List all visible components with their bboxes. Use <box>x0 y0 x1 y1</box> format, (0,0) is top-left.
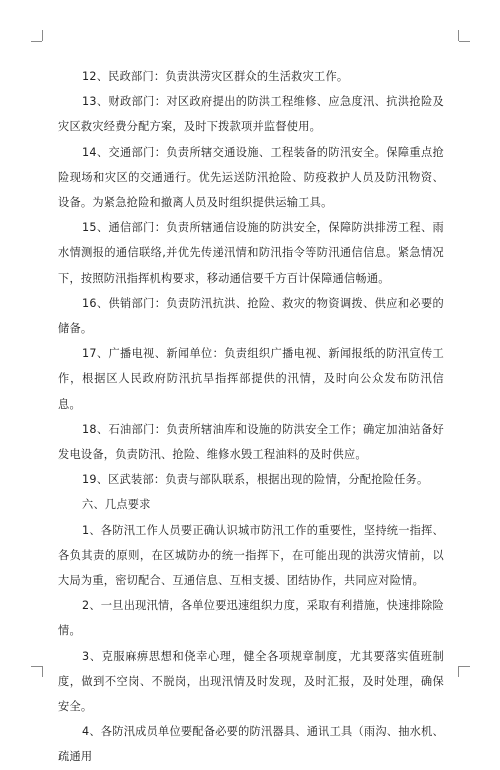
paragraph-communications: 15、通信部门：负责所辖通信设施的防洪安全，保障防洪排涝工程、雨水情测报的通信联络,并优先传递汛情和防汛指令等防汛通信信息。紧急情况下，按照防汛指挥机构要求，移动通信要千方百计保障通信畅通。 <box>58 221 444 285</box>
document-body <box>58 64 444 770</box>
paragraph-armed-forces: 19、区武装部：负责与部队联系，根据出现的险情，分配抢险任务。 <box>82 473 429 487</box>
paragraph-requirement-2: 2、一旦出现汛情，各单位要迅速组织力度，采取有利措施，快速排除险情。 <box>58 599 444 638</box>
paragraph-requirement-1: 1、各防汛工作人员要正确认识城市防汛工作的重要性，坚持统一指挥、各负其责的原则，在区城防办的统一指挥下，在可能出现的洪涝灾情前，以大局为重，密切配合、互通信息、互相支援、团结协作，共同应对险情。 <box>58 523 444 588</box>
crop-mark-bottom-left <box>31 666 42 667</box>
section-heading-requirements: 六、几点要求 <box>82 498 151 512</box>
paragraph-finance: 13、财政部门：对区政府提出的防洪工程维修、应急度汛、抗洪抢险及灾区救灾经费分配方案，及时下拨款项并监督使用。 <box>58 95 444 134</box>
paragraph-civil-affairs: 12、民政部门：负责洪涝灾区群众的生活救灾工作。 <box>82 70 349 83</box>
crop-mark-bottom-left <box>42 666 43 677</box>
crop-mark-top-right <box>459 41 470 42</box>
crop-mark-bottom-right <box>459 666 470 667</box>
paragraph-transport: 14、交通部门：负责所辖交通设施、工程装备的防汛安全。保障重点抢险现场和灾区的交通通行。优先运送防汛抢险、防疫救护人员及防汛物资、设备。为紧急抢险和撤离人员及时组织提供运输工具。 <box>58 145 444 210</box>
crop-mark-bottom-right <box>458 666 459 677</box>
paragraph-supply-marketing: 16、供销部门：负责防汛抗洪、抢险、救灾的物资调拨、供应和必要的储备。 <box>58 296 444 336</box>
crop-mark-top-left <box>31 41 42 42</box>
crop-mark-top-right <box>458 30 459 41</box>
crop-mark-top-left <box>42 30 43 41</box>
paragraph-requirement-4: 4、各防汛成员单位要配备必要的防汛器具、通讯工具（雨沟、抽水机、疏通用 <box>58 725 444 764</box>
paragraph-broadcast-news: 17、广播电视、新闻单位：负责组织广播电视、新闻报纸的防汛宣传工作，根据区人民政府防汛抗旱指挥部提供的汛情，及时向公众发布防汛信息。 <box>58 347 444 411</box>
paragraph-requirement-3: 3、克服麻痹思想和侥幸心理，健全各项规章制度，尤其要落实值班制度，做到不空岗、不脱岗，出现汛情及时发现，及时汇报，及时处理，确保安全。 <box>58 649 444 714</box>
paragraph-petroleum: 18、石油部门：负责所辖油库和设施的防洪安全工作；确定加油站备好发电设备，负责防汛、抢险、维修水毁工程油料的及时供应。 <box>58 422 444 462</box>
